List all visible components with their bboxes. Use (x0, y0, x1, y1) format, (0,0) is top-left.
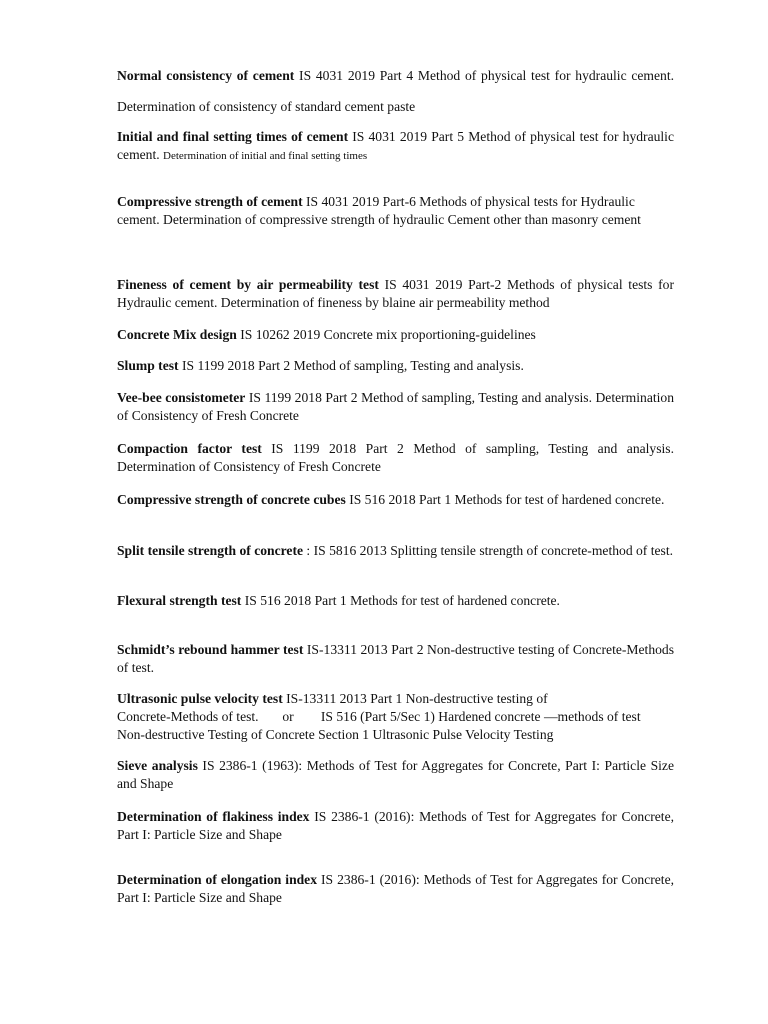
entry-text: IS 2386-1 (2016): Methods of Test for Aggregates for Concrete, Part I: Particle Size and Shape (117, 872, 675, 905)
entry-vee-bee (117, 389, 674, 425)
entry-title: Fineness of cement by air permeability test (117, 277, 379, 292)
entry-title: Vee-bee consistometer (117, 390, 246, 405)
entry-flakiness (117, 808, 674, 844)
entry-text: IS 4031 2019 Part-6 Methods of physical tests for Hydraulic cement. Determination of compressive strength of hydraulic Cement other than masonry cement (117, 194, 641, 227)
entry-title: Concrete Mix design (117, 327, 237, 342)
entry-text: IS 4031 2019 Part-2 Methods of physical tests for Hydraulic cement. Determination of fineness by blaine air permeability method (117, 277, 674, 310)
entry-title: Ultrasonic pulse velocity test (117, 691, 283, 706)
entry-schmidt-hammer (117, 641, 674, 677)
entry-flexural (117, 592, 674, 610)
entry-text: IS-13311 2013 Part 2 Non-destructive testing of Concrete-Methods of test. (117, 642, 674, 675)
entry-title: Determination of flakiness index (117, 809, 310, 824)
entry-title: Sieve analysis (117, 758, 198, 773)
entry-text: IS 1199 2018 Part 2 Method of sampling, Testing and analysis. Determination of Consistency of Fresh Concrete (117, 441, 674, 474)
entry-text: IS 2386-1 (2016): Methods of Test for Aggregates for Concrete, Part I: Particle Size and Shape (117, 809, 675, 842)
entry-title: Compressive strength of cement (117, 194, 303, 209)
entry-elongation (117, 871, 674, 907)
entry-compaction-factor (117, 440, 674, 476)
entry-text: IS 516 2018 Part 1 Methods for test of hardened concrete. (345, 492, 665, 507)
entry-continuation: Concrete-Methods of test. or IS 516 (Part 5/Sec 1) Hardened concrete —methods of test Non-destructive Testing of Concrete Section 1 Ultrasonic Pulse Velocity Testing (117, 709, 648, 742)
entry-text: IS 4031 2019 Part 5 Method of physical test for hydraulic cement. (117, 129, 674, 162)
entry-text: IS-13311 2013 Part 1 Non-destructive testing of (282, 691, 548, 706)
entry-mix-design (117, 326, 674, 344)
entry-text: : IS 5816 2013 Splitting tensile strength of concrete-method of test. (303, 543, 674, 558)
entry-compressive-cubes (117, 491, 674, 509)
entry-title: Determination of elongation index (117, 872, 318, 887)
entry-title: Normal consistency of cement (117, 68, 295, 83)
entry-sieve-analysis (117, 757, 674, 793)
entry-slump (117, 357, 674, 375)
entry-text: IS 1199 2018 Part 2 Method of sampling, Testing and analysis. Determination of Consistency of Fresh Concrete (117, 390, 675, 423)
entry-text: IS 4031 2019 Part 4 Method of physical test for hydraulic cement. Determination of consistency of standard cement paste (117, 68, 674, 114)
entry-title: Split tensile strength of concrete (117, 543, 304, 558)
entry-text: IS 1199 2018 Part 2 Method of sampling, Testing and analysis. (178, 358, 524, 373)
entry-title: Initial and final setting times of cement (117, 129, 349, 144)
entry-title: Schmidt’s rebound hammer test (117, 642, 304, 657)
entry-ultrasonic (117, 690, 674, 744)
entry-title: Flexural strength test (117, 593, 242, 608)
entry-small-text: Determination of initial and final setting times (163, 150, 368, 162)
entry-title: Compressive strength of concrete cubes (117, 492, 346, 507)
entry-text: IS 2386-1 (1963): Methods of Test for Aggregates for Concrete, Part I: Particle Size and Shape (117, 758, 674, 791)
entry-title: Compaction factor test (117, 441, 262, 456)
entry-first-line (117, 690, 674, 708)
entry-normal-consistency (117, 60, 674, 122)
entry-title: Slump test (117, 358, 179, 373)
entry-text: IS 516 2018 Part 1 Methods for test of hardened concrete. (241, 593, 560, 608)
entry-compressive-cement (117, 193, 674, 229)
entry-split-tensile (117, 542, 674, 560)
entry-setting-times (117, 128, 674, 165)
entry-text: IS 10262 2019 Concrete mix proportioning-guidelines (236, 327, 536, 342)
entry-fineness (117, 276, 674, 312)
